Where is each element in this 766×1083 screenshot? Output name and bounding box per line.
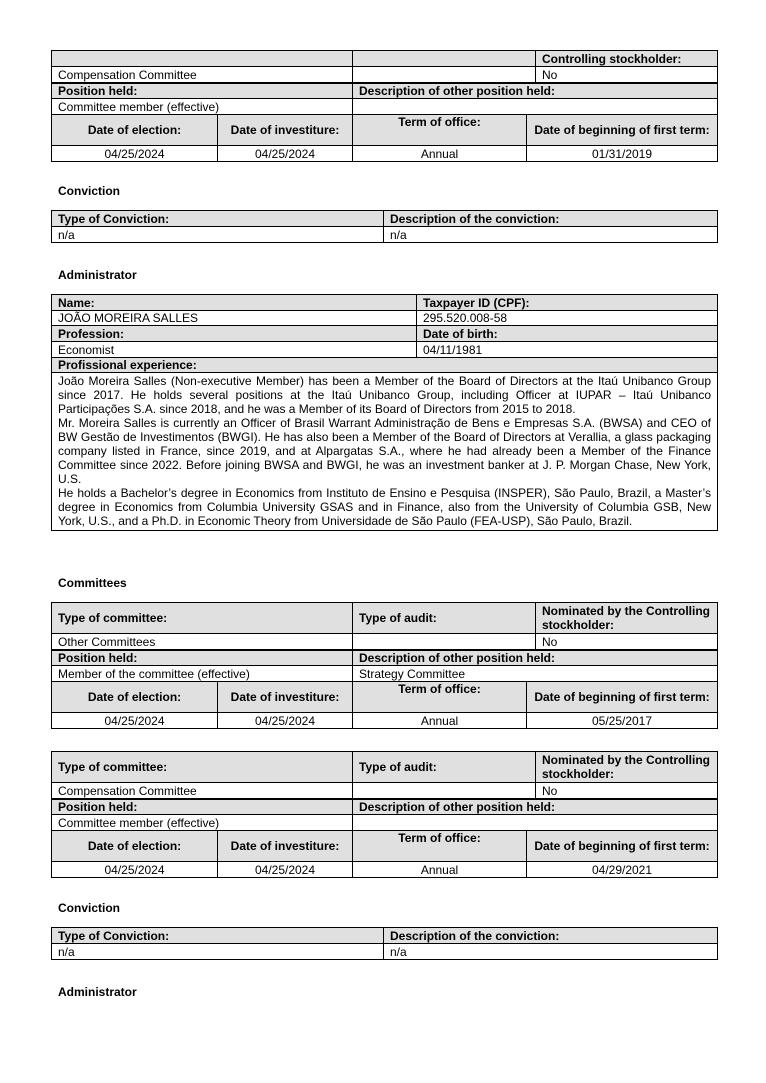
experience-paragraph: João Moreira Salles (Non-executive Member) has been a Member of the Board of Directors at the Itaú Unibanco Group since 2017. He holds several positions at the Itaú Unibanco Group, including Officer at IUPAR – Itaú Unibanco Participações S.A. since 2018, and he was a Member of its Board of Directors from 2015 to 2018.: [58, 374, 711, 416]
audit-type-header: [353, 51, 536, 67]
audit-type-value: [353, 783, 536, 799]
term-of-office-value: Annual: [353, 862, 527, 878]
election-date-value: 04/25/2024: [52, 146, 218, 162]
first-term-date-value: 01/31/2019: [527, 146, 718, 162]
audit-type-label: Type of audit:: [353, 603, 536, 634]
audit-type-value: [353, 67, 536, 83]
election-date-label: Date of election:: [52, 682, 218, 713]
nominated-label: Nominated by the Controlling stockholder:: [536, 752, 718, 783]
experience-label: Profissional experience:: [52, 358, 718, 373]
conviction-table: [51, 927, 717, 960]
nominated-value: No: [536, 67, 718, 83]
nominated-label: Nominated by the Controlling stockholder:: [536, 603, 718, 634]
conviction-type-label: Type of Conviction:: [52, 928, 384, 944]
first-term-date-label: Date of beginning of first term:: [527, 831, 718, 862]
profession-value: Economist: [52, 342, 417, 358]
other-position-value: Strategy Committee: [353, 666, 718, 682]
controlling-stockholder-header: Controlling stockholder:: [536, 51, 718, 67]
date-of-birth-label: Date of birth:: [417, 326, 718, 342]
conviction-description-value: n/a: [384, 944, 718, 960]
cpf-label: Taxpayer ID (CPF):: [417, 295, 718, 311]
committee-table-top: [51, 50, 717, 162]
conviction-description-label: Description of the conviction:: [384, 211, 718, 227]
audit-type-label: Type of audit:: [353, 752, 536, 783]
election-date-value: 04/25/2024: [52, 713, 218, 729]
conviction-description-label: Description of the conviction:: [384, 928, 718, 944]
date-of-birth-value: 04/11/1981: [417, 342, 718, 358]
committee-type-label: Type of committee:: [52, 603, 353, 634]
position-held-label: Position held:: [52, 800, 353, 815]
term-of-office-value: Annual: [353, 713, 527, 729]
administrator-heading: Administrator: [58, 985, 137, 999]
conviction-table: [51, 210, 717, 243]
investiture-date-value: 04/25/2024: [218, 862, 353, 878]
committee-type-value: Compensation Committee: [52, 67, 353, 83]
investiture-date-label: Date of investiture:: [218, 682, 353, 713]
investiture-date-label: Date of investiture:: [218, 115, 353, 146]
term-of-office-label: Term of office:: [353, 831, 527, 862]
investiture-date-label: Date of investiture:: [218, 831, 353, 862]
position-held-label: Position held:: [52, 84, 353, 99]
conviction-type-value: n/a: [52, 944, 384, 960]
committee-type-value: Other Committees: [52, 634, 353, 650]
committee-table: [51, 751, 717, 878]
other-position-label: Description of other position held:: [353, 800, 718, 815]
conviction-description-value: n/a: [384, 227, 718, 243]
election-date-label: Date of election:: [52, 831, 218, 862]
experience-paragraph: He holds a Bachelor’s degree in Economics from Instituto de Ensino e Pesquisa (INSPER), São Paulo, Brazil, a Master’s degree in Economics from Columbia University GSAS and in Finance, also from the University of Columbia GSB, New York, U.S., and a Ph.D. in Economic Theory from Universidade de São Paulo (FEA-USP), São Paulo, Brazil.: [58, 486, 711, 528]
other-position-label: Description of other position held:: [353, 84, 718, 99]
name-label: Name:: [52, 295, 417, 311]
conviction-heading: Conviction: [58, 184, 120, 198]
profession-label: Profession:: [52, 326, 417, 342]
first-term-date-value: 04/29/2021: [527, 862, 718, 878]
position-held-value: Committee member (effective): [52, 99, 353, 115]
position-held-label: Position held:: [52, 651, 353, 666]
cpf-value: 295.520.008-58: [417, 311, 718, 326]
administrator-table: [51, 294, 717, 531]
committees-heading: Committees: [58, 576, 127, 590]
first-term-date-label: Date of beginning of first term:: [527, 682, 718, 713]
position-held-value: Committee member (effective): [52, 815, 353, 831]
conviction-type-label: Type of Conviction:: [52, 211, 384, 227]
committee-type-label: Type of committee:: [52, 752, 353, 783]
experience-paragraph: Mr. Moreira Salles is currently an Officer of Brasil Warrant Administração de Bens e Empresas S.A. (BWSA) and CEO of BW Gestão de Investimentos (BWGI). He has also been a Member of the Board of Directors at Verallia, a glass packaging company listed in France, since 2019, and at Alpargatas S.A., where he had already been a Member of the Finance Committee since 2022. Before joining BWSA and BWGI, he was an investment banker at J. P. Morgan Chase, New York, U.S.: [58, 416, 711, 486]
other-position-label: Description of other position held:: [353, 651, 718, 666]
investiture-date-value: 04/25/2024: [218, 146, 353, 162]
administrator-heading: Administrator: [58, 268, 137, 282]
conviction-type-value: n/a: [52, 227, 384, 243]
committee-type-header: [52, 51, 353, 67]
committee-type-value: Compensation Committee: [52, 783, 353, 799]
term-of-office-value: Annual: [353, 146, 527, 162]
nominated-value: No: [536, 783, 718, 799]
election-date-label: Date of election:: [52, 115, 218, 146]
other-position-value: [353, 99, 718, 115]
name-value: JOÃO MOREIRA SALLES: [52, 311, 417, 326]
committee-table: [51, 602, 717, 729]
other-position-value: [353, 815, 718, 831]
position-held-value: Member of the committee (effective): [52, 666, 353, 682]
election-date-value: 04/25/2024: [52, 862, 218, 878]
audit-type-value: [353, 634, 536, 650]
nominated-value: No: [536, 634, 718, 650]
experience-text: [52, 373, 718, 531]
first-term-date-value: 05/25/2017: [527, 713, 718, 729]
term-of-office-label: Term of office:: [353, 115, 527, 146]
term-of-office-label: Term of office:: [353, 682, 527, 713]
conviction-heading: Conviction: [58, 901, 120, 915]
investiture-date-value: 04/25/2024: [218, 713, 353, 729]
first-term-date-label: Date of beginning of first term:: [527, 115, 718, 146]
